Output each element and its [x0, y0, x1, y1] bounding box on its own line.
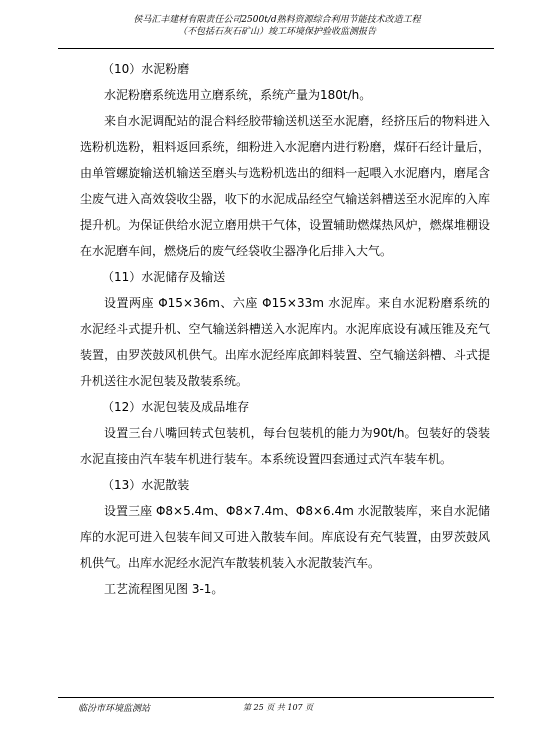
footer-organization: 临汾市环境监测站	[78, 704, 151, 714]
paragraph: 设置三台八嘴回转式包装机，每台包装机的能力为90t/h。包装好的袋装水泥直接由汽车装车机进行装车。本系统设置四套通过式汽车装车机。	[80, 426, 490, 466]
page-body	[80, 56, 490, 602]
header-title-line2: （不包括石灰石矿山）竣工环境保护验收监测报告	[177, 27, 376, 37]
paragraph: 设置三座 Φ8×5.4m、Φ8×7.4m、Φ8×6.4m 水泥散装库，来自水泥储库的水泥可进入包装车间又可进入散装车间。库底设有充气装置，由罗茨鼓风机供气。出库水泥经水泥汽车散装机装入水泥散装汽车。	[80, 504, 490, 570]
section-heading: （11）水泥储存及输送	[102, 270, 226, 284]
paragraph: 水泥粉磨系统选用立磨系统，系统产量为180t/h。	[104, 88, 372, 102]
section-heading: （13）水泥散装	[102, 478, 190, 492]
footer-divider	[58, 697, 494, 698]
section-cement-grinding	[80, 56, 490, 264]
section-heading: （10）水泥粉磨	[102, 62, 190, 76]
section-cement-bulk	[80, 472, 490, 602]
paragraph: 设置两座 Φ15×36m、六座 Φ15×33m 水泥库。来自水泥粉磨系统的水泥经斗式提升机、空气输送斜槽送入水泥库内。水泥库底设有减压锥及充气装置，由罗茨鼓风机供气。出库水泥经库底卸料装置、空气输送斜槽、斗式提升机送往水泥包装及散装系统。	[80, 296, 490, 388]
page-header	[60, 14, 494, 38]
page-number: 第 25 页 共 107 页	[243, 703, 314, 712]
section-heading: （12）水泥包装及成品堆存	[102, 400, 250, 414]
section-cement-storage	[80, 264, 490, 394]
paragraph: 工艺流程图见图 3-1。	[104, 582, 224, 596]
paragraph: 来自水泥调配站的混合料经胶带输送机送至水泥磨，经挤压后的物料进入选粉机选粉，粗料返回系统，细粉进入水泥磨内进行粉磨，煤矸石经计量后，由单管螺旋输送机输送至磨头与选粉机选出的细料一起喂入水泥磨内，磨尾含尘废气进入高效袋收尘器，收下的水泥成品经空气输送斜槽送至水泥库的入库提升机。为保证供给水泥立磨用烘干气体，设置辅助燃煤热风炉，燃煤堆棚设在水泥磨车间，燃烧后的废气经袋收尘器净化后排入大气。	[80, 114, 490, 258]
header-divider	[58, 48, 494, 49]
header-title-line1: 侯马汇丰建材有限责任公司2500t/d熟料资源综合利用节能技术改造工程	[133, 15, 421, 25]
section-cement-packing	[80, 394, 490, 472]
